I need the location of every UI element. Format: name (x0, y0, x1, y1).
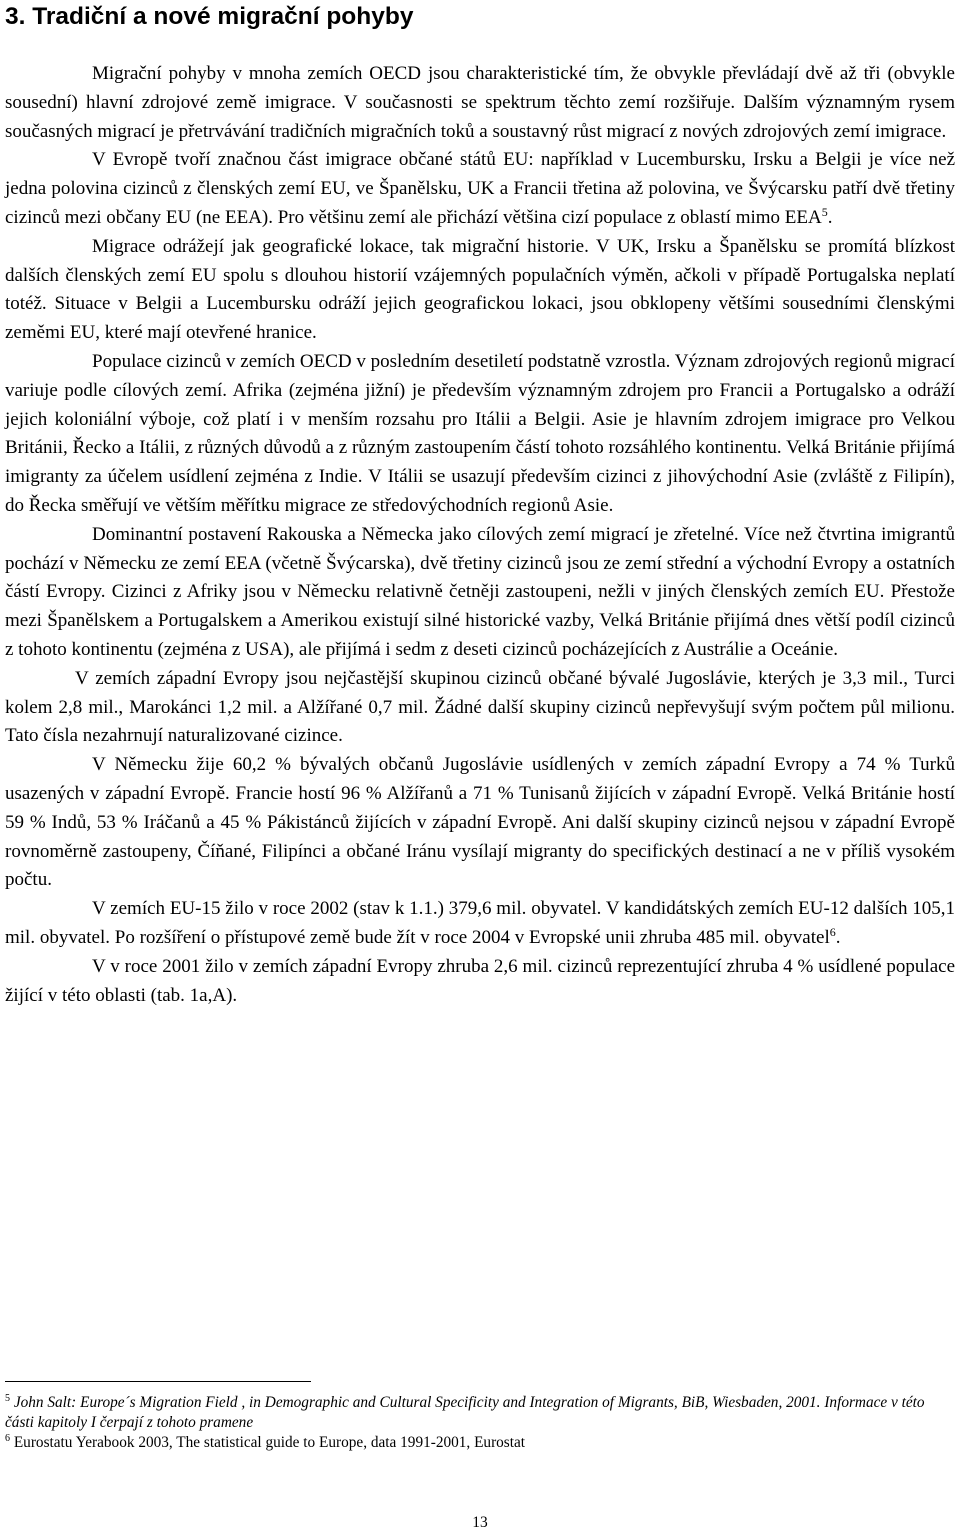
footnote-ref-6: 6 (829, 924, 836, 939)
paragraph-7: V Německu žije 60,2 % bývalých občanů Jugoslávie usídlených v zemích západní Evropy a 74 % Turků usazených v západní Evropě. Francie hostí 96 % Alžířanů a 71 % Tunisanů žijících v západní Evropě. Velká Británie hostí 59 % Indů, 53 % Iráčanů a 45 % Pákistánců žijících v západní Evropě. Ani další skupiny cizinců nejsou v západní Evropě rovnoměrně zastoupeny, Číňané, Filipínci a občané Iránu vysílají migranty do specifických destinací a ne v příliš vysokém počtu. (5, 754, 955, 891)
footnote-marker: 5 (5, 1393, 10, 1404)
paragraph-3: Migrace odrážejí jak geografické lokace, tak migrační historie. V UK, Irsku a Španělsku se promítá blízkost dalších členských zemí EU spolu s dlouhou historií vzájemných populačních výměn, ačkoli v případě Portugalska neplatí totéž. Situace v Belgii a Lucembursku odráží jejich geografickou lokaci, jsou obklopeny většími sousedními členskými zeměmi EU, které mají otevřené hranice. (5, 235, 955, 344)
footnote-marker: 6 (5, 1433, 10, 1444)
footnote-ref-5: 5 (821, 204, 828, 219)
paragraph-8-end: . (835, 926, 841, 948)
paragraph-1: Migrační pohyby v mnoha zemích OECD jsou charakteristické tím, že obvykle převládají dvě až tři (obvykle sousední) hlavní zdrojové země imigrace. V současnosti se spektrum těchto zemí rozšiřuje. Dalším významným rysem současných migrací je přetrvávání tradičních migračních toků a soustavný růst migrací z nových zdrojových zemí imigrace. (5, 63, 955, 142)
paragraph-8 (5, 895, 955, 953)
footnote-text: Eurostatu Yerabook 2003, The statistical guide to Europe, data 1991-2001, Eurostat (13, 1434, 526, 1451)
footnotes (5, 1393, 955, 1453)
footnote-6 (5, 1433, 955, 1453)
paragraph-6: V zemích západní Evropy jsou nejčastější skupinou cizinců občané bývalé Jugoslávie, kterých je 3,3 mil., Turci kolem 2,8 mil., Marokánci 1,2 mil. a Alžířané 0,7 mil. Žádné další skupiny cizinců nepřevyšují svým počtem půl milionu. Tato čísla nezahrnují naturalizované cizince. (5, 667, 955, 747)
document-page (5, 0, 955, 1533)
paragraph-5: Dominantní postavení Rakouska a Německa jako cílových zemí migrací je zřetelné. Více než čtvrtina imigrantů pochází v Německu ze zemí EEA (včetně Švýcarska), dvě třetiny cizinců jsou ze zemí střední a východní Evropy a ostatních částí Evropy. Cizinci z Afriky jsou v Německu relativně četněji zastoupeni, nežli v jiných členských zemích EU. Přestože mezi Španělskem a Portugalskem a Amerikou existují silné historické vazby, Velká Británie přijímá dnes větší podíl cizinců z tohoto kontinentu (zejména z USA), ale přijímá i sedm z deseti cizinců pocházejících z Austrálie a Oceánie. (5, 523, 955, 660)
body-text (5, 60, 955, 1010)
paragraph-2-end: . (827, 206, 833, 228)
paragraph-2 (5, 146, 955, 232)
footnote-separator (5, 1381, 311, 1382)
footnote-text: John Salt: Europe´s Migration Field , in Demographic and Cultural Specificity and Integration of Migrants, BiB, Wiesbaden, 2001. Informace v této části kapitoly I čerpají z tohoto pramene (5, 1394, 925, 1431)
paragraph-4: Populace cizinců v zemích OECD v posledním desetiletí podstatně vzrostla. Význam zdrojových regionů migrací variuje podle cílových zemí. Afrika (zejména jižní) je především významným zdrojem pro Francii a Portugalsko a odráží jejich koloniální výboje, což platí i v menším rozsahu pro Itálii a Belgii. Asie je hlavním zdrojem imigrace pro Velkou Británii, Řecko a Itálii, z různých důvodů a z různým zastoupením částí tohoto rozsáhlého kontinentu. Velká Británie přijímá imigranty za účelem usídlení zejména z Indie. V Itálii se usazují především cizinci z jihovýchodní Asie (zvláště z Filipín), do Řecka směřují ve větším měřítku migrace ze středovýchodních regionů Asie. (5, 350, 955, 516)
paragraph-2-text: V Evropě tvoří značnou část imigrace občané států EU: například v Lucembursku, Irsku a Belgii je více než jedna polovina cizinců z členských zemí EU, ve Španělsku, UK a Francii třetina až polovina, ve Švýcarsku patří dvě třetiny cizinců mezi občany EU (ne EEA). Pro většinu zemí ale přichází většina cizí populace z oblastí mimo EEA (5, 149, 955, 228)
section-heading: 3. Tradiční a nové migrační pohyby (5, 3, 414, 30)
paragraph-8-text: V zemích EU-15 žilo v roce 2002 (stav k 1.1.) 379,6 mil. obyvatel. V kandidátských zemích EU-12 dalších 105,1 mil. obyvatel. Po rozšíření o přístupové země bude žít v roce 2004 v Evropské unii zhruba 485 mil. obyvatel (5, 898, 955, 948)
page-number: 13 (472, 1514, 488, 1531)
paragraph-9: V v roce 2001 žilo v zemích západní Evropy zhruba 2,6 mil. cizinců reprezentující zhruba 4 % usídlené populace žijící v této oblasti (tab. 1a,A). (5, 955, 955, 1006)
footnote-5 (5, 1393, 955, 1433)
